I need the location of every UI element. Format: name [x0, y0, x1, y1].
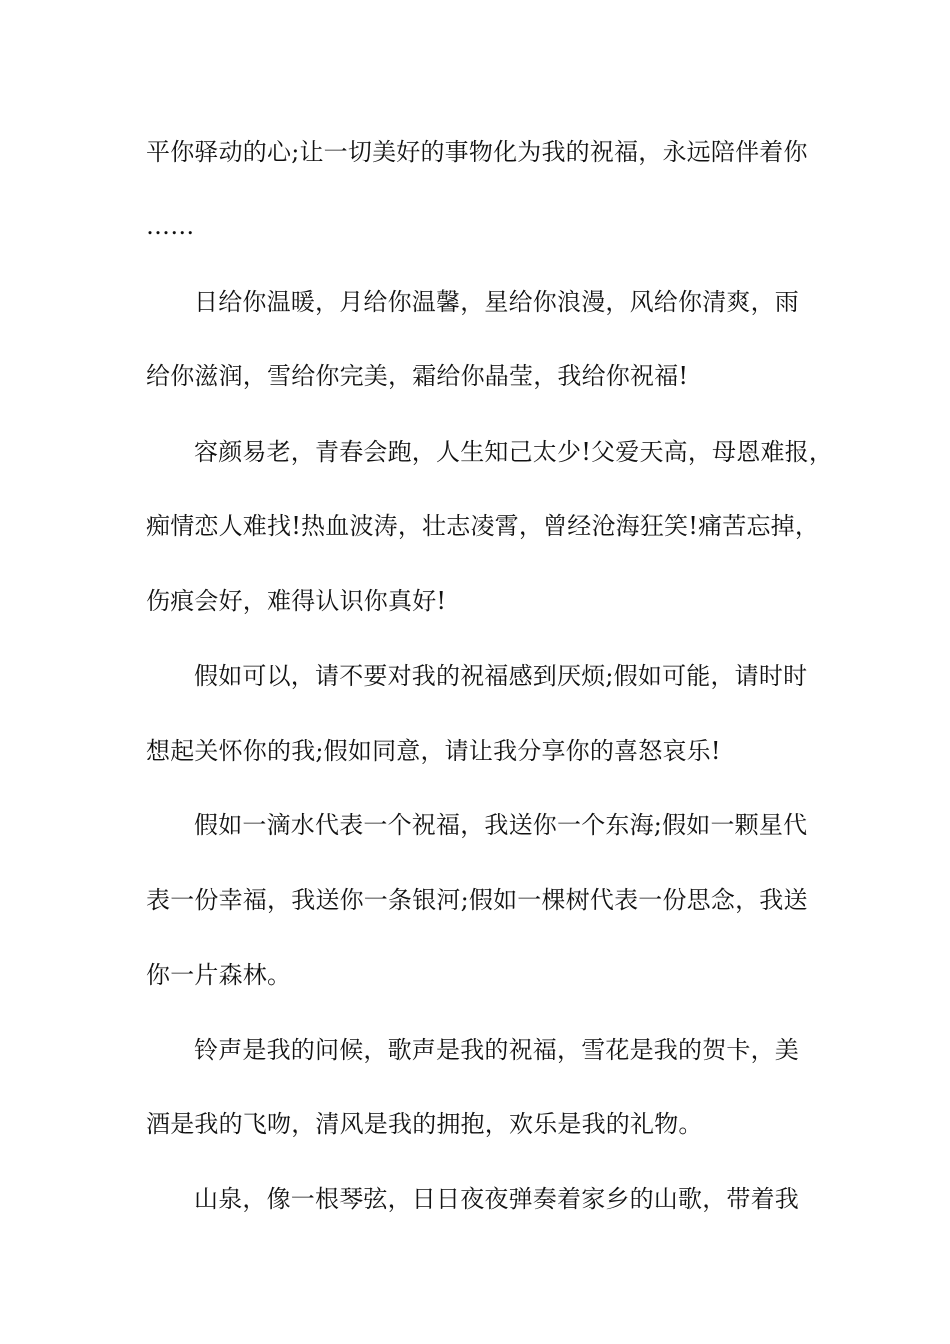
text-line: 想起关怀你的我;假如同意，请让我分享你的喜怒哀乐! — [146, 737, 721, 765]
paragraph-start-line: 假如可以，请不要对我的祝福感到厌烦;假如可能，请时时 — [194, 662, 808, 690]
text-line: 痴情恋人难找!热血波涛，壮志凌霄，曾经沧海狂笑!痛苦忘掉， — [146, 512, 820, 540]
paragraph-start-line: 假如一滴水代表一个祝福，我送你一个东海;假如一颗星代 — [194, 811, 808, 839]
text-line: 平你驿动的心;让一切美好的事物化为我的祝福，永远陪伴着你 — [146, 138, 808, 166]
paragraph-start-line: 容颜易老，青春会跑，人生知己太少!父爱天高，母恩难报， — [194, 438, 834, 466]
text-line: 酒是我的飞吻，清风是我的拥抱，欢乐是我的礼物。 — [146, 1110, 703, 1138]
text-line: …… — [146, 212, 195, 240]
paragraph-start-line: 日给你温暖，月给你温馨，星给你浪漫，风给你清爽，雨 — [194, 288, 799, 316]
text-line: 你一片森林。 — [146, 961, 292, 989]
text-line: 表一份幸福，我送你一条银河;假如一棵树代表一份思念，我送 — [146, 886, 808, 914]
text-line: 给你滋润，雪给你完美，霜给你晶莹，我给你祝福! — [146, 362, 689, 390]
paragraph-start-line: 铃声是我的问候，歌声是我的祝福，雪花是我的贺卡，美 — [194, 1036, 799, 1064]
text-line: 伤痕会好，难得认识你真好! — [146, 587, 447, 615]
paragraph-start-line: 山泉，像一根琴弦，日日夜夜弹奏着家乡的山歌，带着我 — [194, 1185, 799, 1213]
